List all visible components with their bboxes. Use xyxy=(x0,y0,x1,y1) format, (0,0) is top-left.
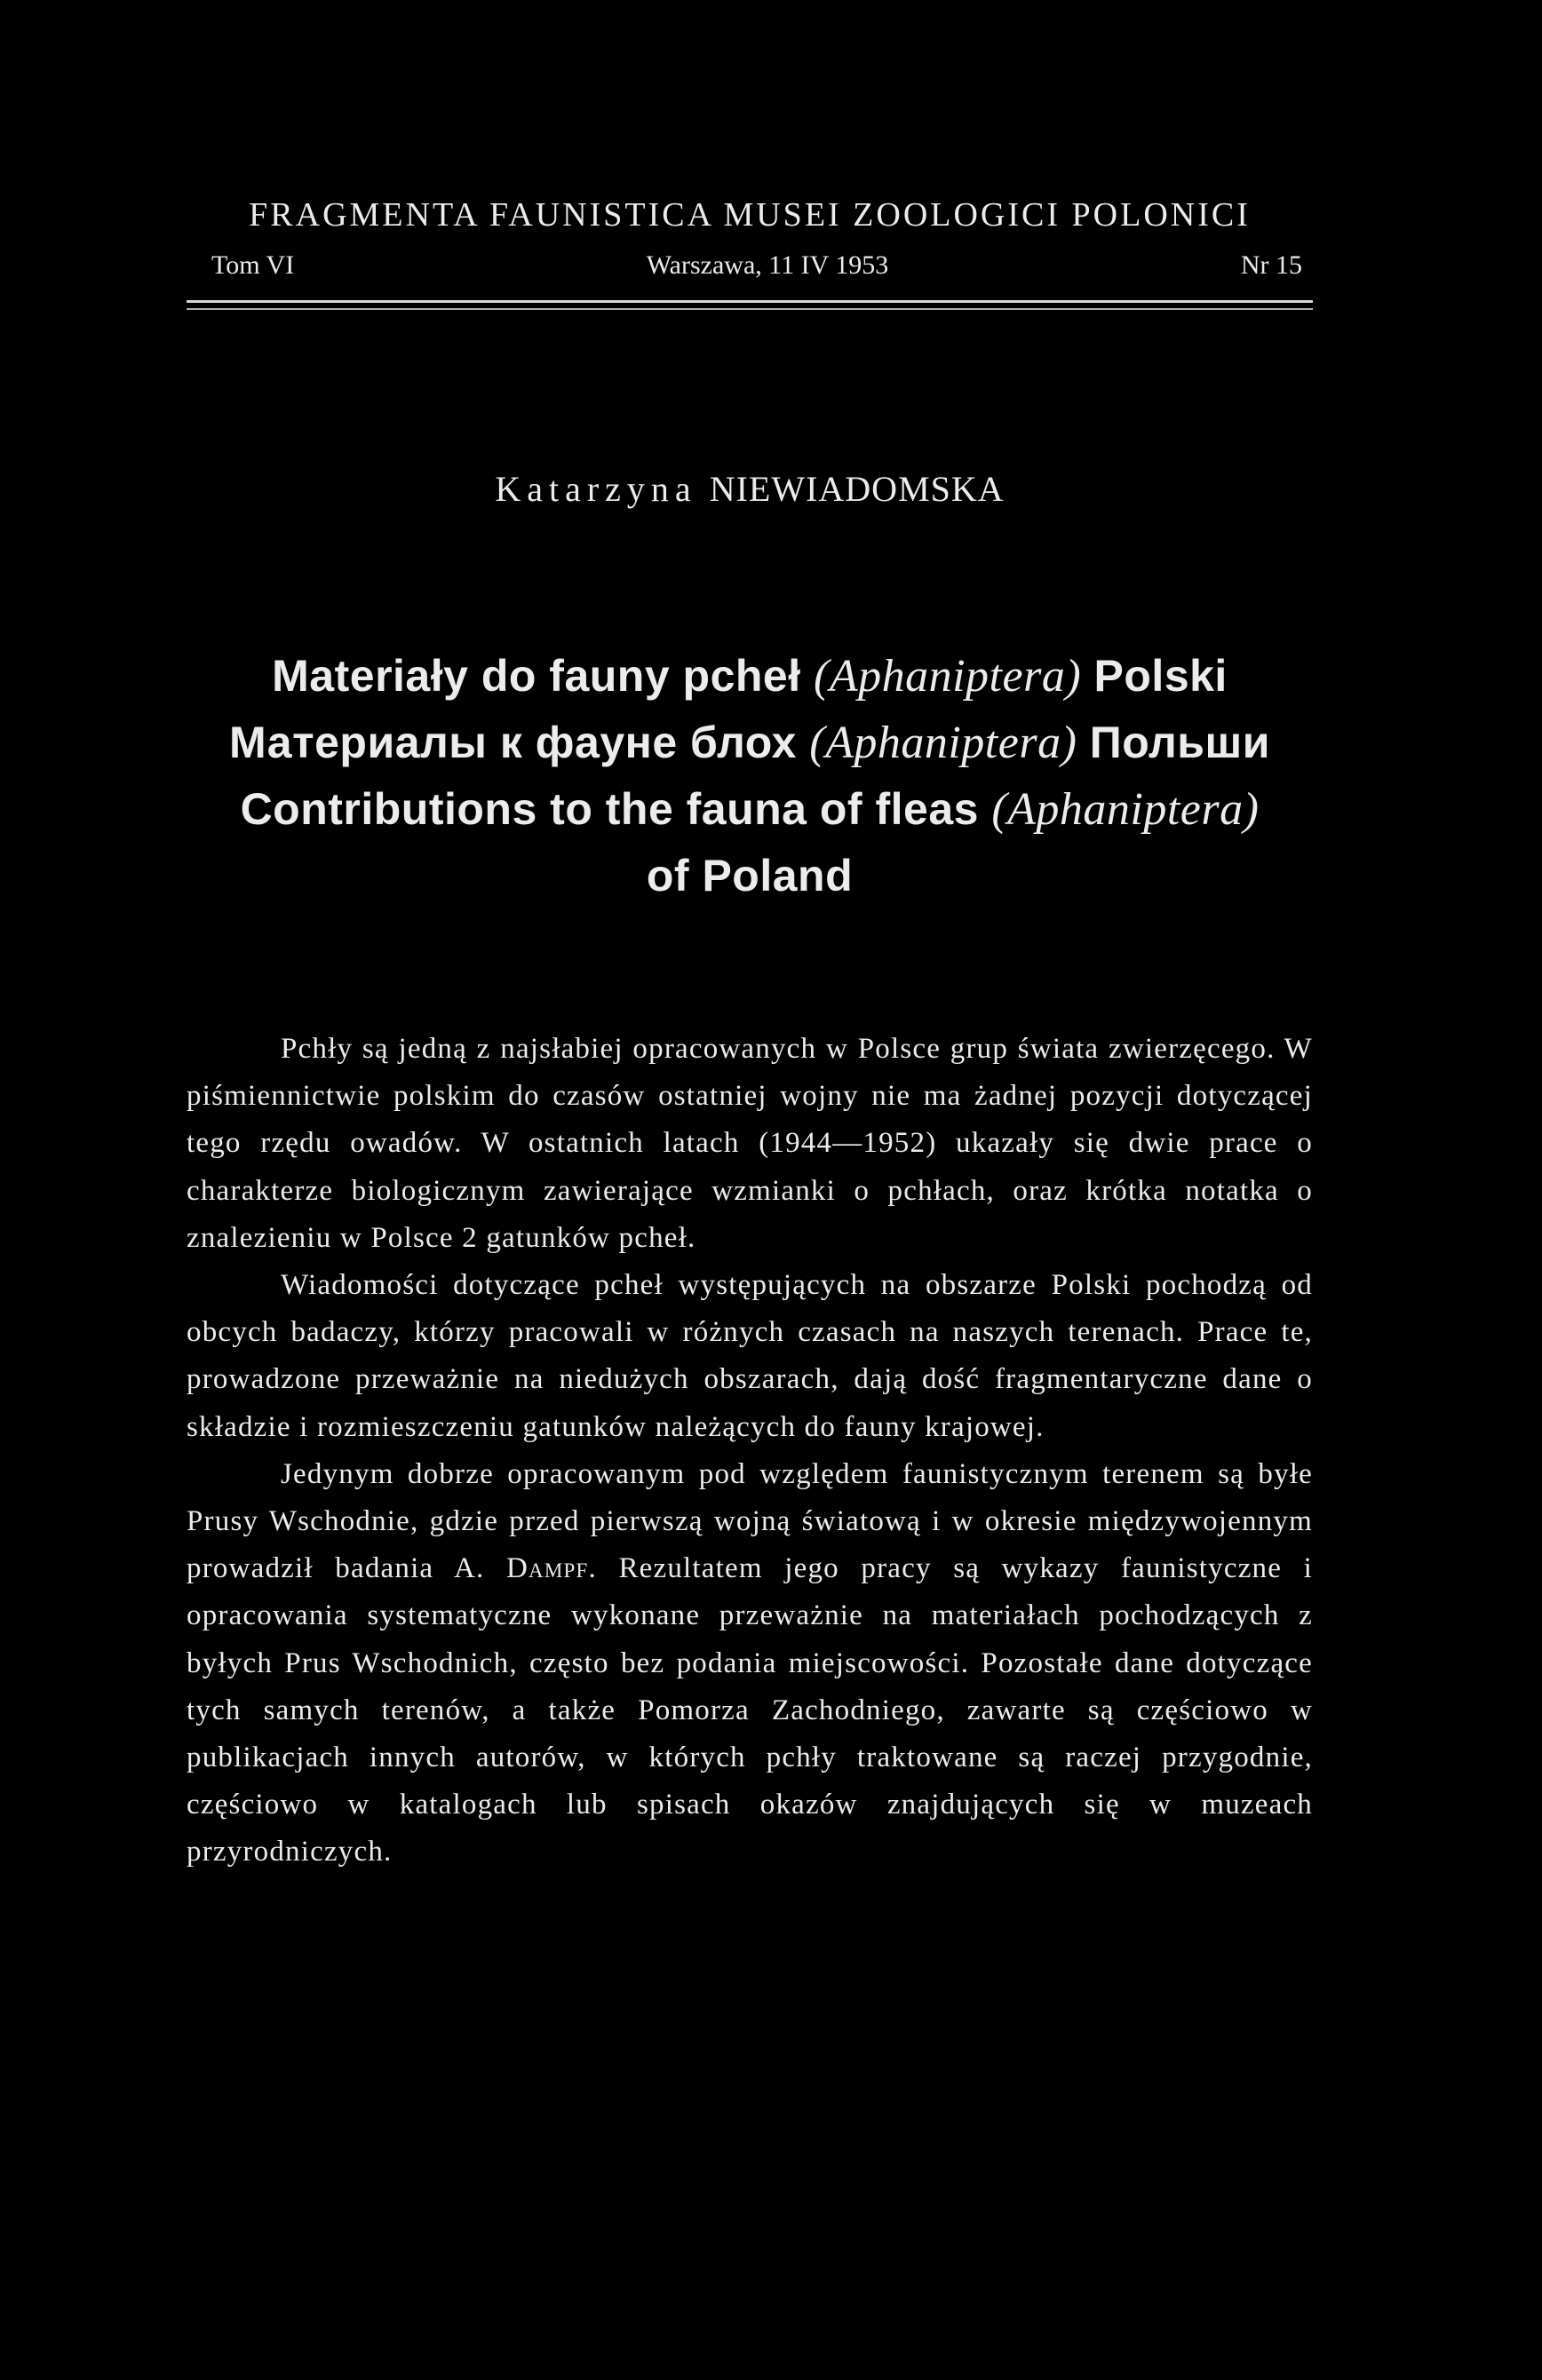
journal-title: FRAGMENTA FAUNISTICA MUSEI ZOOLOGICI POLONICI xyxy=(249,196,1251,234)
title-text: Materiały do fauny pcheł xyxy=(272,651,815,701)
paragraph-1: Pchły są jedną z najsłabiej opracowanych w Polsce grup świata zwierzęcego. W piśmiennictwie polskim do czasów ostatniej wojny nie ma żadnej pozycji dotyczącej tego rzędu owadów. W ostatnich latach (1944—1952) ukazały się dwie prace o charakterze biologicznym zawierające wzmianki o pchłach, oraz krótka notatka o znalezieniu w Polsce 2 gatunków pcheł. xyxy=(187,1033,1313,1254)
volume-label: Tom VI xyxy=(211,250,295,280)
article-titles xyxy=(187,643,1313,908)
article-body xyxy=(187,1026,1313,1876)
title-english-continued xyxy=(187,843,1313,908)
issue-number: Nr 15 xyxy=(1240,250,1302,280)
title-taxon: (Aphaniptera) xyxy=(809,718,1077,768)
title-text: Contributions to the fauna of fleas xyxy=(240,784,992,834)
title-english xyxy=(187,776,1313,843)
title-text: of Poland xyxy=(646,851,854,900)
cited-author: Dampf xyxy=(506,1552,589,1585)
article-page xyxy=(187,195,1313,1876)
paragraph-3-text: . Rezultatem jego pracy są wykazy faunistyczne i opracowania systematyczne wykonane przeważnie na materiałach pochodzących z byłych Prus Wschodnich, często bez podania miejscowości. Pozostałe dane dotyczące tych samych terenów, a także Pomorza Zachodniego, zawarte są częściowo w publikacjach innych autorów, w których pchły traktowane są raczej przygodnie, częściowo w katalogach lub spisach okazów znajdujących się w muzeach przyrodniczych. xyxy=(187,1552,1313,1868)
place-date: Warszawa, 11 IV 1953 xyxy=(646,250,889,280)
author-last-name: NIEWIADOMSKA xyxy=(709,469,1005,509)
paragraph-3-text: Jedynym dobrze opracowanym pod względem faunistycznym terenem są byłe Prusy Wschodnie, gdzie przed pierwszą wojną światową i w okresie międzywojennym prowadził badania A. xyxy=(187,1457,1313,1585)
title-text: Polski xyxy=(1081,651,1228,701)
author-name xyxy=(187,468,1313,510)
title-polish xyxy=(187,643,1313,710)
paragraph-2: Wiadomości dotyczące pcheł występujących na obszarze Polski pochodzą od obcych badaczy, którzy pracowali w różnych czasach na naszych terenach. Prace te, prowadzone przeważnie na niedużych obszarach, dają dość fragmentaryczne dane o składzie i rozmieszczeniu gatunków należących do fauny krajowej. xyxy=(187,1269,1313,1443)
author-first-name: Katarzyna xyxy=(495,469,697,509)
title-russian xyxy=(187,710,1313,776)
issue-info xyxy=(187,250,1313,281)
title-text: Материалы к фауне блох xyxy=(229,718,810,767)
paragraph-3 xyxy=(187,1451,1313,1876)
title-taxon: (Aphaniptera) xyxy=(814,651,1082,702)
title-text: Польши xyxy=(1077,718,1270,767)
title-taxon: (Aphaniptera) xyxy=(991,784,1260,835)
header-rule xyxy=(187,300,1313,310)
